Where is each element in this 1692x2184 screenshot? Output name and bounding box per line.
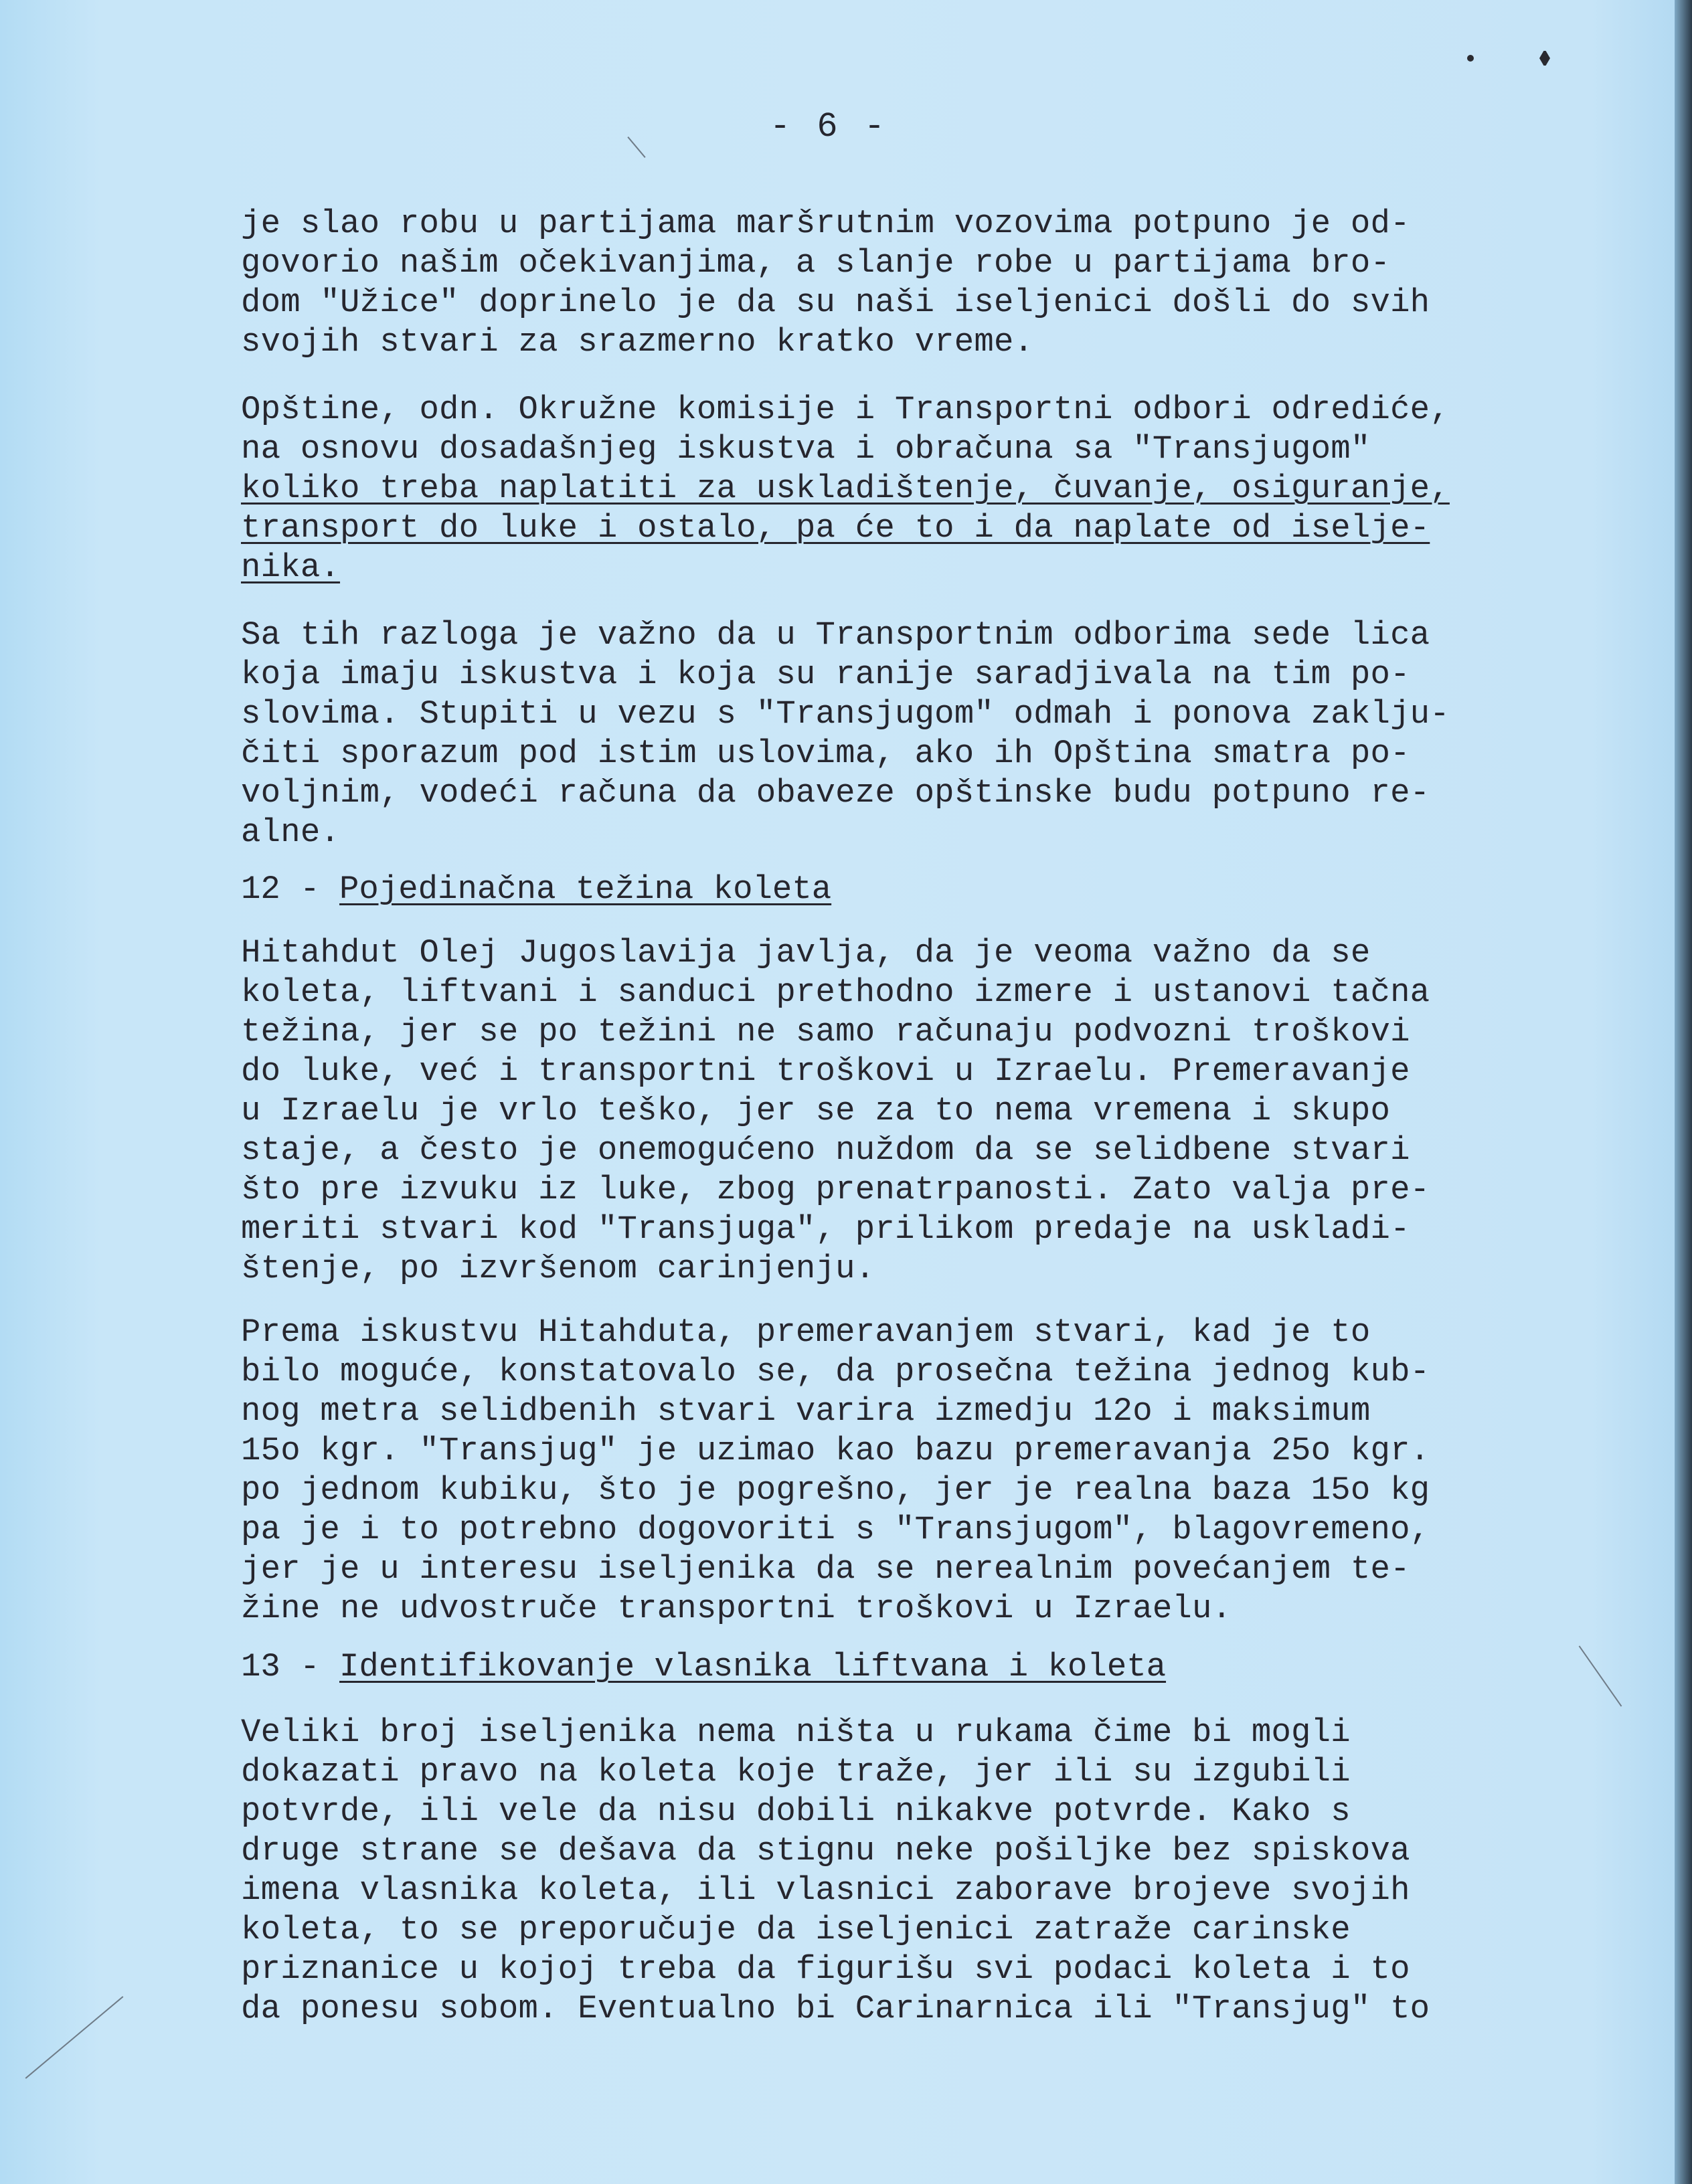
text-line: potvrde, ili vele da nisu dobili nikakve potvrde. Kako s (241, 1793, 1351, 1830)
paragraph-5 (241, 1313, 1499, 1629)
text-line: dokazati pravo na koleta koje traže, jer ili su izgubili (241, 1753, 1351, 1791)
paragraph-1 (241, 204, 1499, 362)
paragraph-3 (241, 616, 1499, 852)
section-number: 12 - (241, 871, 340, 908)
section-heading-13 (241, 1647, 1166, 1687)
underlined-text-line: koliko treba naplatiti za uskladištenje, čuvanje, osiguranje, (241, 470, 1450, 507)
text-line: slovima. Stupiti u vezu s "Transjugom" odmah i ponova zaklju- (241, 695, 1450, 733)
underlined-text-line: nika. (241, 549, 341, 586)
text-line: koleta, to se preporučuje da iseljenici zatraže carinske (241, 1911, 1351, 1948)
text-line: govorio našim očekivanjima, a slanje robe u partijama bro- (241, 244, 1391, 282)
text-line: imena vlasnika koleta, ili vlasnici zaborave brojeve svojih (241, 1872, 1410, 1909)
text-line: druge strane se dešava da stignu neke pošiljke bez spiskova (241, 1832, 1410, 1870)
page-number: - 6 - (770, 107, 888, 147)
text-line: 15o kgr. "Transjug" je uzimao kao bazu premeravanja 25o kgr. (241, 1432, 1430, 1469)
text-line: je slao robu u partijama maršrutnim vozovima potpuno je od- (241, 205, 1410, 242)
text-line: voljnim, vodeći računa da obaveze opštinske budu potpuno re- (241, 774, 1430, 812)
paragraph-4 (241, 933, 1499, 1289)
text-line: Sa tih razloga je važno da u Transportnim odborima sede lica (241, 616, 1430, 654)
text-line: meriti stvari kod "Transjuga", prilikom predaje na uskladi- (241, 1210, 1410, 1248)
ink-speck (1467, 55, 1474, 62)
text-line: u Izraelu je vrlo teško, jer se za to nema vremena i skupo (241, 1092, 1391, 1129)
paragraph-6 (241, 1713, 1499, 2029)
text-line: žine ne udvostruče transportni troškovi u Izraelu. (241, 1590, 1232, 1627)
page-edge-shadow (1675, 0, 1692, 2184)
text-line: jer je u interesu iseljenika da se nerealnim povećanjem te- (241, 1550, 1410, 1588)
text-line: priznanice u kojoj treba da figurišu svi podaci koleta i to (241, 1950, 1410, 1988)
text-line: Opštine, odn. Okružne komisije i Transportni odbori odrediće, (241, 391, 1450, 428)
underlined-text-line: transport do luke i ostalo, pa će to i da naplate od iselje- (241, 509, 1430, 547)
text-line: Prema iskustvu Hitahduta, premeravanjem stvari, kad je to (241, 1313, 1371, 1351)
text-line: dom "Užice" doprinelo je da su naši iseljenici došli do svih (241, 284, 1430, 321)
text-line: do luke, već i transportni troškovi u Izraelu. Premeravanje (241, 1053, 1410, 1090)
text-line: na osnovu dosadašnjeg iskustva i obračuna sa "Transjugom" (241, 430, 1371, 468)
text-line: bilo moguće, konstatovalo se, da prosečna težina jednog kub- (241, 1353, 1430, 1390)
text-line: pa je i to potrebno dogovoriti s "Transjugom", blagovremeno, (241, 1511, 1430, 1548)
text-line: što pre izvuku iz luke, zbog prenatrpanosti. Zato valja pre- (241, 1171, 1430, 1208)
text-line: nog metra selidbenih stvari varira izmedju 12o i maksimum (241, 1392, 1371, 1430)
text-line: svojih stvari za srazmerno kratko vreme. (241, 323, 1034, 361)
text-line: Veliki broj iseljenika nema ništa u rukama čime bi mogli (241, 1714, 1351, 1751)
text-line: staje, a često je onemogućeno nuždom da se selidbene stvari (241, 1131, 1410, 1169)
text-line: alne. (241, 814, 341, 851)
text-line: Hitahdut Olej Jugoslavija javlja, da je veoma važno da se (241, 934, 1371, 972)
text-line: da ponesu sobom. Eventualno bi Carinarnica ili "Transjug" to (241, 1990, 1430, 2027)
text-line: čiti sporazum pod istim uslovima, ako ih Opština smatra po- (241, 735, 1410, 772)
paragraph-2 (241, 390, 1499, 587)
text-line: koleta, liftvani i sanduci prethodno izmere i ustanovi tačna (241, 974, 1430, 1011)
section-title: Identifikovanje vlasnika liftvana i koleta (339, 1648, 1167, 1686)
section-number: 13 - (241, 1648, 340, 1686)
section-heading-12 (241, 870, 831, 909)
section-title: Pojedinačna težina koleta (339, 871, 832, 908)
text-line: koja imaju iskustva i koja su ranije saradjivala na tim po- (241, 656, 1410, 693)
text-line: po jednom kubiku, što je pogrešno, jer je realna baza 15o kg (241, 1471, 1430, 1509)
text-line: težina, jer se po težini ne samo računaju podvozni troškovi (241, 1013, 1410, 1051)
text-line: štenje, po izvršenom carinjenju. (241, 1250, 875, 1287)
